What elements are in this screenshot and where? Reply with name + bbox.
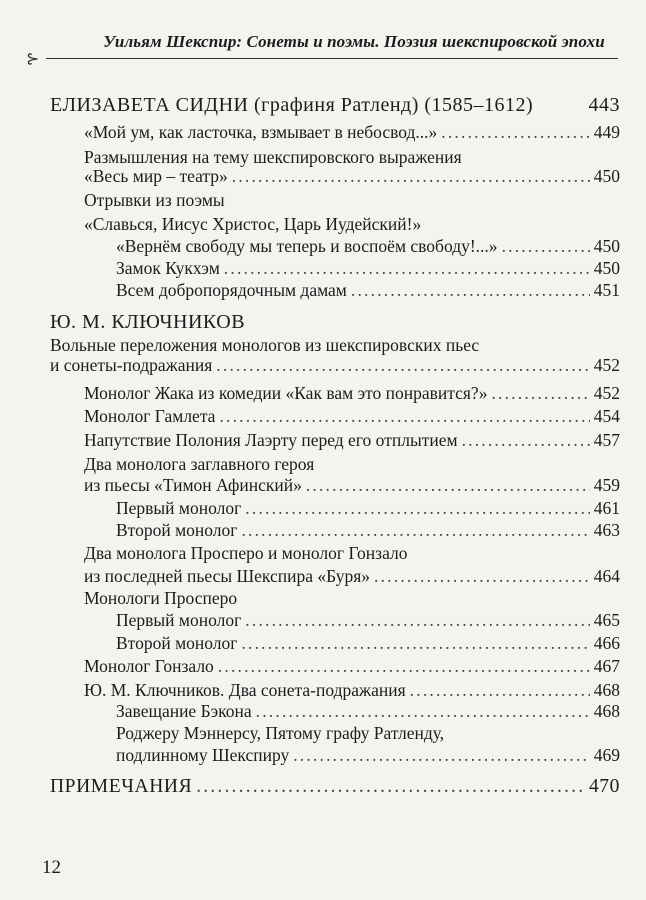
toc-notes[interactable]: [50, 776, 620, 800]
toc-author-klyuchnikov[interactable]: [50, 311, 620, 335]
toc-author-title: ЕЛИЗАВЕТА СИДНИ (графиня Ратленд) (1585–1612): [50, 94, 534, 116]
toc-entry-title: Первый монолог: [116, 610, 242, 630]
ornament-icon: ⊱: [26, 51, 40, 68]
toc-entry[interactable]: [116, 745, 620, 769]
toc-page-number: 452: [593, 383, 620, 403]
toc-page-number: 450: [593, 258, 620, 278]
toc-leader-dots: [351, 280, 590, 301]
toc-leader-dots: [306, 475, 590, 496]
toc-entry-title: Второй монолог: [116, 520, 238, 540]
toc-entry-title: «Весь мир – театр»: [84, 166, 228, 186]
toc-entry-title: Отрывки из поэмы: [84, 190, 225, 210]
toc-entry[interactable]: [84, 122, 620, 146]
toc-page-number: 469: [593, 745, 620, 765]
running-header-title: Уильям Шекспир: Сонеты и поэмы. Поэзия шекспировской эпохи: [103, 32, 605, 51]
toc-leader-dots: [374, 566, 590, 587]
toc-page-number: 468: [593, 701, 620, 721]
toc-entry-title: Монолог Гонзало: [84, 656, 214, 676]
toc-page-number: 449: [593, 122, 620, 142]
toc-entry-title: и сонеты-подражания: [50, 355, 213, 375]
toc-entry-title: Два монолога заглавного героя: [84, 454, 315, 474]
toc-entry-title: Ю. М. Ключников. Два сонета-подражания: [84, 680, 406, 700]
toc-entry[interactable]: [84, 656, 620, 680]
toc-entry[interactable]: [84, 406, 620, 430]
toc-entry-title: Два монолога Просперо и монолог Гонзало: [84, 543, 408, 563]
toc-page-number: 470: [588, 776, 620, 797]
toc-leader-dots: [218, 656, 590, 677]
toc-page-number: 443: [588, 94, 620, 116]
toc-leader-dots: [216, 355, 589, 376]
toc-section-title: ПРИМЕЧАНИЯ: [50, 776, 193, 797]
header-rule: [46, 58, 618, 59]
toc-entry[interactable]: [84, 383, 620, 407]
toc-page-number: 457: [593, 430, 620, 450]
toc-entry[interactable]: [84, 566, 620, 590]
toc-entry[interactable]: [116, 236, 620, 260]
toc-leader-dots: [491, 383, 589, 404]
toc-author-title: Ю. М. КЛЮЧНИКОВ: [50, 311, 246, 333]
toc-entry-title: Завещание Бэкона: [116, 701, 252, 721]
toc-leader-dots: [245, 610, 589, 631]
toc-leader-dots: [462, 430, 590, 451]
toc-entry[interactable]: [116, 633, 620, 657]
toc-page-number: 459: [593, 475, 620, 495]
toc-page-number: 466: [593, 633, 620, 653]
toc-entry[interactable]: [50, 355, 620, 379]
toc-leader-dots: [293, 745, 590, 766]
toc-leader-dots: [245, 498, 589, 519]
toc-entry-line: [84, 543, 620, 567]
toc-entry-title: Всем добропорядочным дамам: [116, 280, 347, 300]
toc-author-sidney[interactable]: [50, 94, 620, 118]
toc-entry-title: Монолог Жака из комедии «Как вам это понравится?»: [84, 383, 488, 403]
toc-leader-dots: [410, 680, 590, 701]
toc-page-number: 454: [593, 406, 620, 426]
toc-entry-title: Напутствие Полония Лаэрту перед его отплытием: [84, 430, 458, 450]
toc-entry[interactable]: [116, 280, 620, 304]
toc-entry-title: Размышления на тему шекспировского выражения: [84, 147, 462, 167]
running-header: [0, 30, 646, 70]
toc-entry-line: [84, 588, 620, 612]
toc-entry-title: Вольные переложения монологов из шекспировских пьес: [50, 335, 480, 355]
toc-entry[interactable]: [84, 166, 620, 190]
toc-page-number: 450: [593, 236, 620, 256]
toc-entry-line: [84, 214, 620, 238]
toc-entry[interactable]: [116, 701, 620, 725]
toc-page-number: 465: [593, 610, 620, 630]
toc-page-number: 451: [593, 280, 620, 300]
toc-entry-title: из последней пьесы Шекспира «Буря»: [84, 566, 371, 586]
toc-entry-title: подлинному Шекспиру: [116, 745, 290, 765]
toc-leader-dots: [502, 236, 590, 257]
toc-entry-title: Монолог Гамлета: [84, 406, 216, 426]
toc-page-number: 468: [593, 680, 620, 700]
toc-entry-title: «Мой ум, как ласточка, взмывает в небосвод...»: [84, 122, 438, 142]
toc-entry-title: «Вернём свободу мы теперь и воспоём свободу!...»: [116, 236, 498, 256]
toc-entry[interactable]: [116, 258, 620, 282]
toc-entry-line: [84, 190, 620, 214]
toc-entry[interactable]: [116, 520, 620, 544]
toc-page-number: 461: [593, 498, 620, 518]
toc-entry-title: Монологи Просперо: [84, 588, 238, 608]
toc-leader-dots: [232, 166, 590, 187]
toc-leader-dots: [196, 776, 585, 798]
toc-entry[interactable]: [84, 430, 620, 454]
toc-entry-title: «Славься, Иисус Христос, Царь Иудейский!»: [84, 214, 422, 234]
toc-entry[interactable]: [84, 475, 620, 499]
toc-leader-dots: [241, 520, 589, 541]
toc-entry-title: Замок Кукхэм: [116, 258, 220, 278]
toc-page-number: 464: [593, 566, 620, 586]
page-number: 12: [42, 857, 61, 878]
toc-entry-line: [116, 723, 620, 747]
toc-page-number: 463: [593, 520, 620, 540]
toc-page-number: 467: [593, 656, 620, 676]
toc-leader-dots: [256, 701, 590, 722]
toc-entry-title: Второй монолог: [116, 633, 238, 653]
toc-entry-title: Роджеру Мэннерсу, Пятому графу Ратленду,: [116, 723, 445, 743]
toc-leader-dots: [241, 633, 589, 654]
toc-leader-dots: [219, 406, 589, 427]
toc-entry-title: Первый монолог: [116, 498, 242, 518]
toc-entry[interactable]: [116, 498, 620, 522]
toc-page-number: 452: [593, 355, 620, 375]
toc-entry-title: из пьесы «Тимон Афинский»: [84, 475, 302, 495]
toc-entry[interactable]: [116, 610, 620, 634]
toc-leader-dots: [224, 258, 590, 279]
toc-leader-dots: [441, 122, 589, 143]
toc-page-number: 450: [593, 166, 620, 186]
